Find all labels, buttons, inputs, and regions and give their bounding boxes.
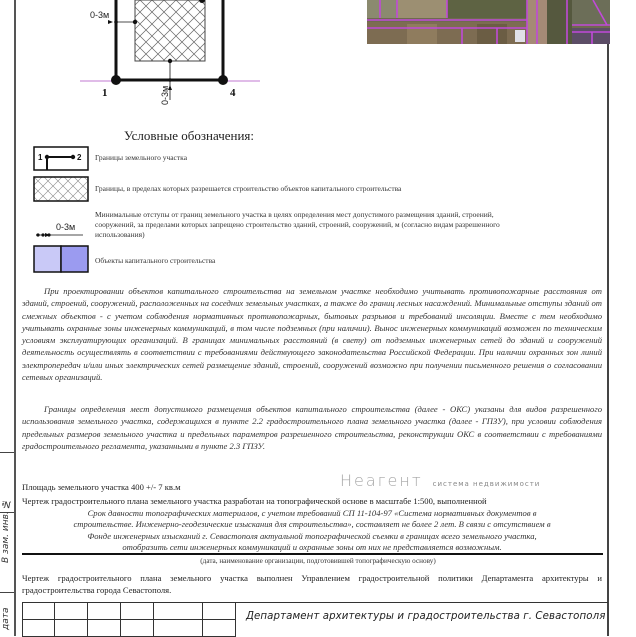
topo-line: Чертеж градостроительного плана земельного участка разработан на топографической основе в масштабе 1:500, выполненной xyxy=(22,496,487,506)
legend-item-buildable-area: Границы, в пределах которых разрешается строительство объектов капитального строительства xyxy=(95,184,402,193)
signature-rule xyxy=(22,553,603,555)
topo-italic-line: строительстве. Инженерно-геодезические изыскания для строительства», составляет не более 2 лет. В связи с отсутствием в xyxy=(73,519,551,529)
buildable-area xyxy=(135,0,205,61)
boundary-legend-symbol xyxy=(33,146,89,171)
topo-italic-line: отобразить сети инженерных коммуникаций и охранные зоны от них не представляется возможным. xyxy=(122,542,502,552)
setback-arrow xyxy=(108,20,113,24)
setback-left-label: 0-3м xyxy=(90,10,110,20)
frame-left-border xyxy=(14,0,16,636)
legend-title: Условные обозначения: xyxy=(124,128,255,143)
topographic-basis-note xyxy=(22,496,602,554)
side-stamp xyxy=(0,0,14,636)
legend-setback-label: 0-3м xyxy=(56,222,76,232)
side-stamp-divider xyxy=(0,592,14,593)
point-label-4: 4 xyxy=(230,87,236,99)
legend-item-capital-objects: Объекты капитального строительства xyxy=(95,256,216,265)
legend-setback-line: сооружений, за пределами которых запрещено строительство зданий, строений, сооружений, м (согласно видам разрешенного xyxy=(95,220,500,229)
watermark-tagline: система недвижимости xyxy=(432,480,541,488)
capital-objects-legend-symbol xyxy=(33,245,89,273)
plot-area: Площадь земельного участка 400 +/- 7 кв.м xyxy=(22,482,181,492)
legend-item-setback xyxy=(95,210,600,240)
frame-right-border xyxy=(607,0,609,636)
setback-point xyxy=(168,78,172,82)
topo-italic-line: Фонде инженерных изысканий г. Севастополя актуальной топографической съемки в границах всего земельного участка, xyxy=(87,530,537,541)
hatch-legend-symbol xyxy=(33,176,89,202)
topo-italic-line: Срок давности топографических материалов, с учетом требований СП 11-104-97 «Система нормативных документов в xyxy=(87,507,537,518)
side-stamp-divider xyxy=(0,452,14,453)
title-block xyxy=(22,602,608,637)
legend-setback-line: Минимальные отступы от границ земельного участка в целях определения мест допустимого размещения зданий, строений, xyxy=(95,210,494,219)
setback-point xyxy=(133,20,137,24)
watermark xyxy=(340,472,540,494)
plot-corner-point-1 xyxy=(111,75,121,85)
prepared-by-note: Чертеж градостроительного плана земельного участка выполнен Управлением градостроительной политики Департамента архитектуры и градостроительства города Севастополя. xyxy=(22,573,602,595)
date-label: дата xyxy=(1,607,11,631)
note-paragraph-fire-safety: При проектировании объектов капитального строительства на земельном участке необходимо учитывать противопожарные расстояния от зданий, строений, сооружений, расположенных на соседних земельных участках, а также до границ лесных насаждений. Минимальные отступы зданий от смежных объектов - с учетом соблюдения нормативных противопожарных, бытовых разрывов и требований инсоляции. Вместе с тем необходимо учитывать охранные зоны инженерных коммуникаций, в том числе подземных (при наличии). Вынос инженерных коммуникаций возможен по техническим условиям эксплуатирующих организаций. В границах минимальных расстояний (в свету) от подземных инженерных сетей до зданий и сооружений деятельность осуществлять в соответствии с требованиями действующего законодательства Российской Федерации. При наличии охранных зон линий электропередач и/или иных электрических сетей размещение зданий, строений, сооружений возможно при получении письменного решения о согласовании сетевых организаций. xyxy=(22,286,602,383)
title-block-grid xyxy=(22,603,236,637)
plot-corner-point-4 xyxy=(218,75,228,85)
point-label-1: 1 xyxy=(102,87,108,99)
site-plan-drawing xyxy=(80,0,280,105)
aerial-map-image xyxy=(367,0,610,44)
legend-point-number: 1 xyxy=(38,153,43,162)
legend-item-boundary: Границы земельного участка xyxy=(95,153,188,162)
organization-name: Департамент архитектуры и градостроительства г. Севастополя xyxy=(246,611,606,622)
setback-point xyxy=(168,59,172,63)
setback-bottom-label: 0-3м xyxy=(160,85,170,105)
setback-point xyxy=(114,20,118,24)
setback-legend-symbol xyxy=(33,220,89,240)
legend-setback-line: использования) xyxy=(95,230,145,239)
note-paragraph-buildable-limits: Границы определения мест допустимого размещения объектов капитального строительства (далее - ОКС) указаны для видов разрешенного использования земельного участка, содержащихся в пункте 2.2 градостроительного плана земельного участка (далее - ГПЗУ), при условии соблюдения предельных размеров земельного участка и предельных параметров разрешенного строительства, реконструкции ОКС в соответствии с требованиями градостроительного регламента, указанными в пункте 2.3 ГПЗУ. xyxy=(22,404,602,451)
replacement-inventory-label: В зам. инв. № xyxy=(1,498,11,563)
legend-point-number: 2 xyxy=(77,153,82,162)
watermark-logo: Неагент xyxy=(340,471,423,490)
topo-caption: (дата, наименование организации, подготовившей топографическую основу) xyxy=(200,557,436,565)
